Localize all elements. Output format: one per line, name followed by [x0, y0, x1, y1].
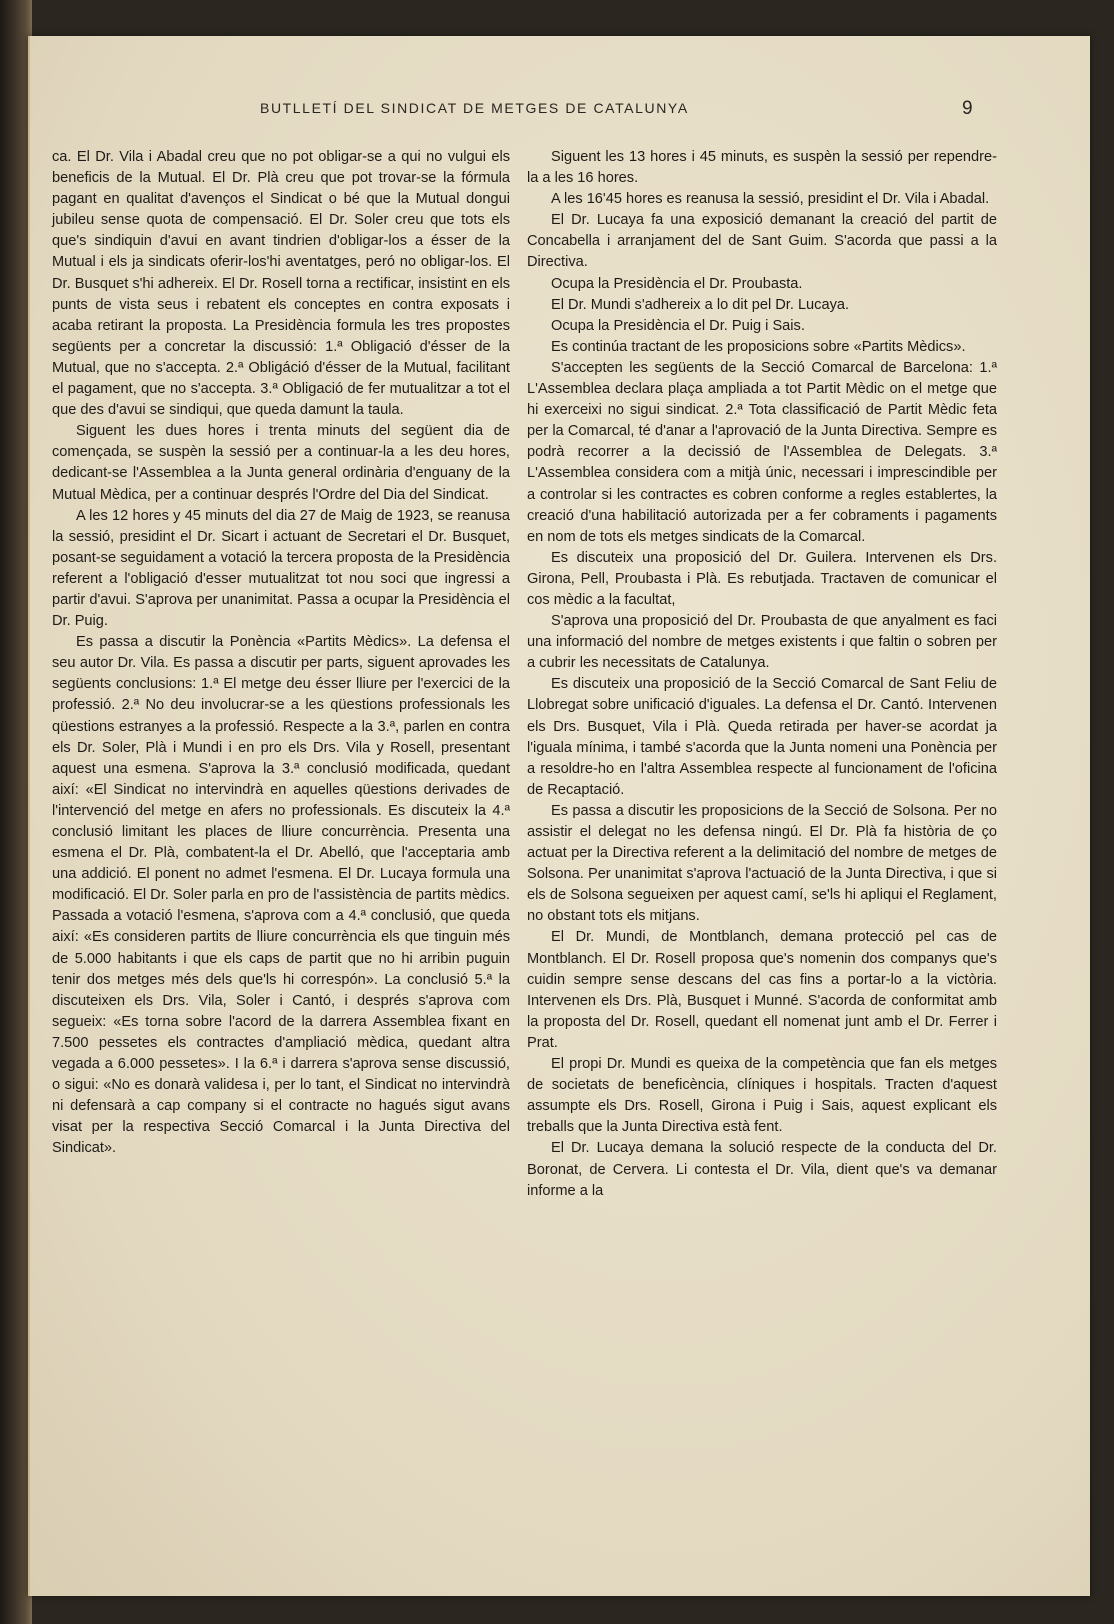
paragraph: A les 16'45 hores es reanusa la sessió, presidint el Dr. Vila i Abadal. [551, 191, 990, 208]
paragraph: Es continúa tractant de les proposicions sobre «Partits Mèdics». [551, 338, 966, 355]
paragraph: El propi Dr. Mundi es queixa de la competència que fan els metges de societats de beneficència, clíniques i hospitals. Tracten d'aquest assumpte els Drs. Rosell, Girona i Puig i Sais, aquest explicant els treballs que la Junta Directiva està fent. [527, 1056, 997, 1136]
paragraph: Ocupa la Presidència el Dr. Proubasta. [551, 275, 803, 292]
paragraph: Es passa a discutir la Ponència «Partits Mèdics». La defensa el seu autor Dr. Vila. Es passa a discutir per parts, siguent aprovades les següents conclusions: 1.ª El metge deu ésser lliure per l'exercici de la professió. 2.ª No deu involucrar-se a les qüestions professionals les qüestions estranyes a la professió. Respecte a la 3.ª, parlen en contra els Dr. Soler, Plà i Mundi i en pro els Drs. Vila y Rosell, presentant aquest una esmena. S'aprova la 3.ª conclusió modificada, quedant així: «El Sindicat no intervindrà en aquelles qüestions derivades de l'intervenció del metge en afers no professionals. Es discuteix la 4.ª conclusió limitant les places de lliure concurrència. Presenta una esmena el Dr. Plà, combatent-la el Dr. Abelló, que l'acceptaria amb una addició. El ponent no admet l'esmena. El Dr. Lucaya formula una modificació. El Dr. Soler parla en pro de l'assistència de partits mèdics. Passada a votació l'esmena, s'aprova com a 4.ª conclusió, que queda així: «Es consideren partits de lliure concurrència els que tinguin més de 5.000 habitants i que els caps de partit que no hi arribin puguin tenir dos metges més dels que'ls hi correspón». La conclusió 5.ª la discuteixen els Drs. Vila, Soler i Cantó, i després s'aprova com segueix: «Es torna sobre l'acord de la darrera Assemblea fixant en 7.500 pessetes els contractes d'ampliació mèdica, quedant altra vegada a 6.000 pessetes». I la 6.ª i darrera s'aprova sense discussió, o sigui: «No es donarà validesa i, per lo tant, el Sindicat no intervindrà ni defensarà a cap company si el contracte no hagués sigut avans visat per la respectiva Secció Comarcal i la Junta Directiva del Sindicat». [52, 634, 510, 1157]
paragraph: Siguent les 13 hores i 45 minuts, es suspèn la sessió per rependre-la a les 16 hores. [527, 149, 997, 187]
page-number: 9 [962, 98, 973, 119]
paragraph: Ocupa la Presidència el Dr. Puig i Sais. [551, 317, 805, 334]
paragraph: Es discuteix una proposició de la Secció Comarcal de Sant Feliu de Llobregat sobre unificació d'iguales. La defensa el Dr. Cantó. Intervenen els Drs. Busquet, Vila i Plà. Queda retirada per haver-se acordat ja l'iguala mínima, i també s'acorda que la Junta nomeni una Ponència per a resoldre-ho en l'altra Assemblea respecte al funcionament de l'oficina de Recaptació. [527, 676, 997, 798]
paragraph: El Dr. Lucaya demana la solució respecte de la conducta del Dr. Boronat, de Cervera. Li contesta el Dr. Vila, dient que's va demanar informe a la [527, 1140, 997, 1199]
paragraph: Siguent les dues hores i trenta minuts del següent dia de començada, se suspèn la sessió per a continuar-la a les deu hores, dedicant-se l'Assemblea a la Junta general ordinària d'enguany de la Mutual Mèdica, per a continuar després l'Ordre del Dia del Sindicat. [52, 423, 510, 503]
paragraph: Es discuteix una proposició del Dr. Guilera. Intervenen els Drs. Girona, Pell, Proubasta i Plà. Es rebutjada. Tractaven de comunicar el cos mèdic a la facultat, [527, 549, 997, 608]
running-header: BUTLLETÍ DEL SINDICAT DE METGES DE CATALUNYA [260, 100, 689, 116]
paragraph: El Dr. Mundi, de Montblanch, demana protecció pel cas de Montblanch. El Dr. Rosell proposa que's nomenin dos companys que's cuidin sempre sense descans del cas fins a portar-lo a la victòria. Intervenen els Drs. Plà, Busquet i Munné. S'acorda de conformitat amb la proposta del Dr. Rosell, quedant ell nomenat junt amb el Dr. Ferrer i Prat. [527, 929, 997, 1051]
paragraph: El Dr. Mundi s'adhereix a lo dit pel Dr. Lucaya. [551, 296, 850, 313]
paragraph: Es passa a discutir les proposicions de la Secció de Solsona. Per no assistir el delegat no les defensa ningú. El Dr. Plà fa història de ço actuat per la Directiva referent a la delimitació del nombre de metges de Solsona. Per unanimitat s'aprova l'actuació de la Junta Directiva, i que si els de Solsona segueixen per aquest camí, se'ls hi apliqui el Reglament, no obstant tots els mitjans. [527, 802, 997, 925]
paragraph: A les 12 hores y 45 minuts del dia 27 de Maig de 1923, se reanusa la sessió, presidint el Dr. Sicart i actuant de Secretari el Dr. Busquet, posant-se seguidament a votació la tercera proposta de la Presidència referent a l'obligació d'esser mutualitzat tot nou soci que ingressi a partir d'avui. S'aprova per unanimitat. Passa a ocupar la Presidència el Dr. Puig. [52, 507, 510, 630]
paragraph: ca. El Dr. Vila i Abadal creu que no pot obligar-se a qui no vulgui els beneficis de la Mutual. El Dr. Plà creu que pot trovar-se la fórmula pagant en qualitat d'avenços el Sindicat o bé que la Mutual dongui jubileu sense quota de compensació. El Dr. Soler creu que tots els que's sindiquin d'avui en avant tindrien d'obligar-los a ésser de la Mutual i els ja sindicats oferir-los'hi aventatges, peró no obligar-los. El Dr. Busquet s'hi adhereix. El Dr. Rosell torna a rectificar, insistint en els punts de vista seus i rebatent els conceptes en contra exposats i acaba retirant la proposta. La Presidència formula les tres propostes següents per a concretar la discussió: 1.ª Obligació d'ésser de la Mutual, que no s'accepta. 2.ª Obligáció d'ésser de la Mutual, facilitant el pagament, que no s'accepta. 3.ª Obligació de fer mutualitzar a tot el que des d'avui se sindiqui, que queda damunt la taula. [52, 149, 510, 419]
paragraph: El Dr. Lucaya fa una exposició demanant la creació del partit de Concabella i arranjament del de Sant Guim. S'acorda que passi a la Directiva. [527, 212, 997, 271]
paragraph: S'aprova una proposició del Dr. Proubasta de que anyalment es faci una informació del nombre de metges existents i que faltin o sobren per a cubrir les necessitats de Catalunya. [527, 613, 997, 672]
right-text-column [527, 147, 997, 1202]
left-text-column [52, 147, 510, 1160]
paragraph: S'accepten les següents de la Secció Comarcal de Barcelona: 1.ª L'Assemblea declara plaça ampliada a tot Partit Mèdic on el metge que hi exerceixi no sigui sindicat. 2.ª Tota classificació de Partit Mèdic feta per la Comarcal, té d'anar a l'aprovació de la Junta Directiva. Sempre es podrà recorrer a la decissió de l'Assemblea de Delegats. 3.ª L'Assemblea considera com a mitjà únic, necessari i imprescindible per a controlar si les contractes es cobren conforme a regles establertes, la creació d'una habilitació autorizada per a fer cobraments i pagaments en nom de tots els metges sindicats de la Comarcal. [527, 359, 997, 545]
